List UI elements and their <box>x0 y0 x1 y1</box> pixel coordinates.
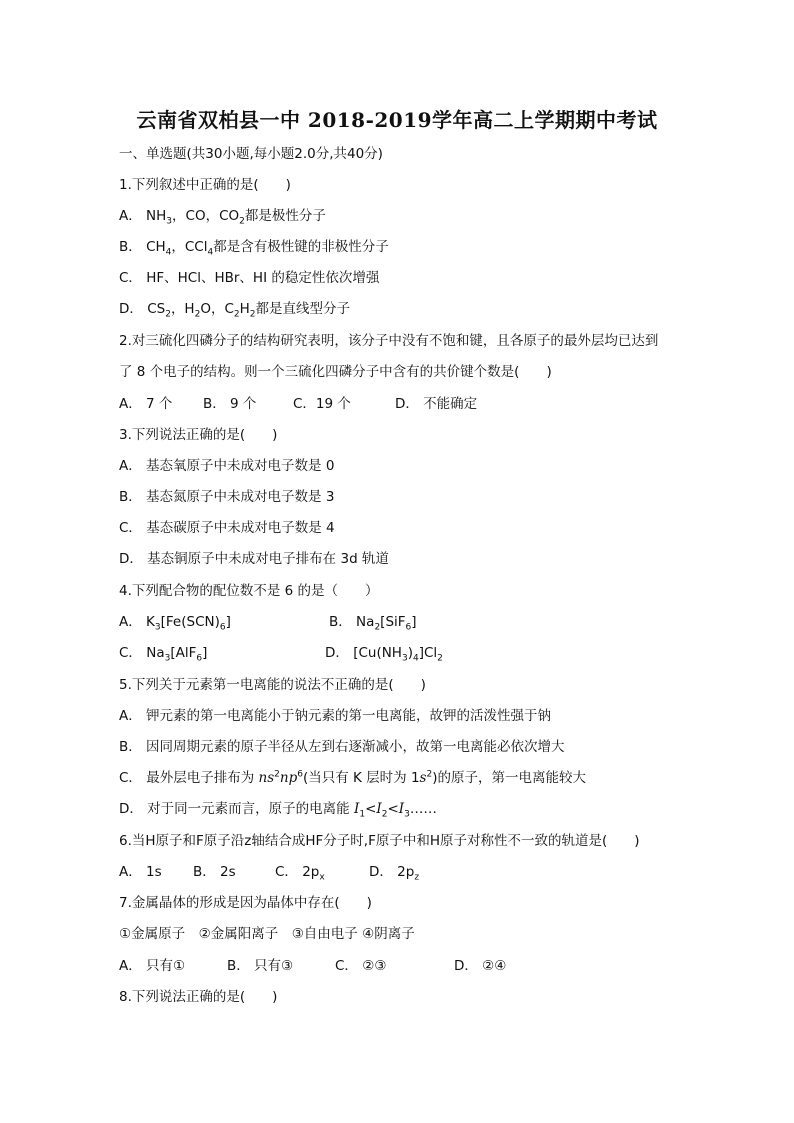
q2-options <box>119 395 477 413</box>
q4-option-a: A． $K_3[Fe(SCN)_6]$ <box>119 614 231 633</box>
q4-options-cd <box>119 644 443 662</box>
q1-option-a: A． $NH_3$，CO，$CO_2$都是极性分子 <box>119 208 326 227</box>
q5-option-d: D． 对于同一元素而言，原子的电离能 $I_1<I_2<I_3\dots\dots$ <box>119 801 437 820</box>
q7-option-c: C． ②③ <box>335 958 387 974</box>
q7-options <box>119 957 506 975</box>
q3-stem: 3.下列说法正确的是( ) <box>119 427 278 443</box>
q4-option-d: D． $[Cu(NH_3)_4]Cl_2$ <box>325 645 443 664</box>
q7-stem: 7.金属晶体的形成是因为晶体中存在( ) <box>119 895 372 911</box>
q3-option-c: C． 基态碳原子中未成对电子数是 4 <box>119 520 335 536</box>
q6-option-b: B． 2s <box>193 864 236 880</box>
q2-option-a: A． 7 个 <box>119 396 173 412</box>
q7-items: ①金属原子 ②金属阳离子 ③自由电子 ④阴离子 <box>119 926 415 942</box>
q5-option-a: A． 钾元素的第一电离能小于钠元素的第一电离能，故钾的活泼性强于钠 <box>119 708 552 724</box>
q4-stem: 4.下列配合物的配位数不是 6 的是（ ） <box>119 583 379 599</box>
q1-option-c: C． HF、HCl、HBr、HI 的稳定性依次增强 <box>119 270 380 286</box>
q7-option-d: D． ②④ <box>454 958 507 974</box>
q6-option-c: C． $2p_x$ <box>275 864 325 883</box>
q1-stem: 1.下列叙述中正确的是( ) <box>119 177 291 193</box>
q6-option-a: A． 1s <box>119 864 162 880</box>
q3-option-a: A． 基态氧原子中未成对电子数是 0 <box>119 458 335 474</box>
exam-title: 云南省双柏县一中 2018-2019学年高二上学期期中考试 <box>136 108 658 132</box>
q2-option-d: D． 不能确定 <box>395 396 478 412</box>
q2-option-c: C．19 个 <box>293 396 351 412</box>
q1-option-d: D． $CS_2$，$H_2O$，$C_2H_2$都是直线型分子 <box>119 301 351 320</box>
q7-option-a: A． 只有① <box>119 958 186 974</box>
q5-option-c: C． 最外层电子排布为 $ns^2np^6$(当只有 K 层时为 $1s^2$)的原子，第一电离能较大 <box>119 769 586 786</box>
q4-option-b: B． $Na_2[SiF_6]$ <box>329 614 417 633</box>
q6-stem: 6.当H原子和F原子沿z轴结合成HF分子时,F原子中和H原子对称性不一致的轨道是( ) <box>119 833 640 849</box>
q4-options-ab <box>119 613 417 631</box>
q3-option-b: B． 基态氮原子中未成对电子数是 3 <box>119 489 335 505</box>
q3-option-d: D． 基态铜原子中未成对电子排布在 3d 轨道 <box>119 551 389 567</box>
q7-option-b: B． 只有③ <box>227 958 294 974</box>
q6-option-d: D． $2p_z$ <box>369 864 420 883</box>
q6-options <box>119 863 419 881</box>
q2-option-b: B． 9 个 <box>203 396 257 412</box>
q2-stem-line1: 2.对三硫化四磷分子的结构研究表明，该分子中没有不饱和键，且各原子的最外层均已达到 <box>119 333 659 349</box>
section-heading: 一、单选题(共30小题,每小题2.0分,共40分) <box>119 146 383 162</box>
q1-option-b: B． $CH_4$，CCl$_4$都是含有极性键的非极性分子 <box>119 239 389 258</box>
q2-stem-line2: 了 8 个电子的结构。则一个三硫化四磷分子中含有的共价键个数是( ) <box>119 364 552 380</box>
q8-stem: 8.下列说法正确的是( ) <box>119 989 278 1005</box>
q5-option-b: B． 因同周期元素的原子半径从左到右逐渐减小，故第一电离能必依次增大 <box>119 739 565 755</box>
q5-stem: 5.下列关于元素第一电离能的说法不正确的是( ) <box>119 677 426 693</box>
q4-option-c: C． $Na_3[AlF_6]$ <box>119 645 208 664</box>
